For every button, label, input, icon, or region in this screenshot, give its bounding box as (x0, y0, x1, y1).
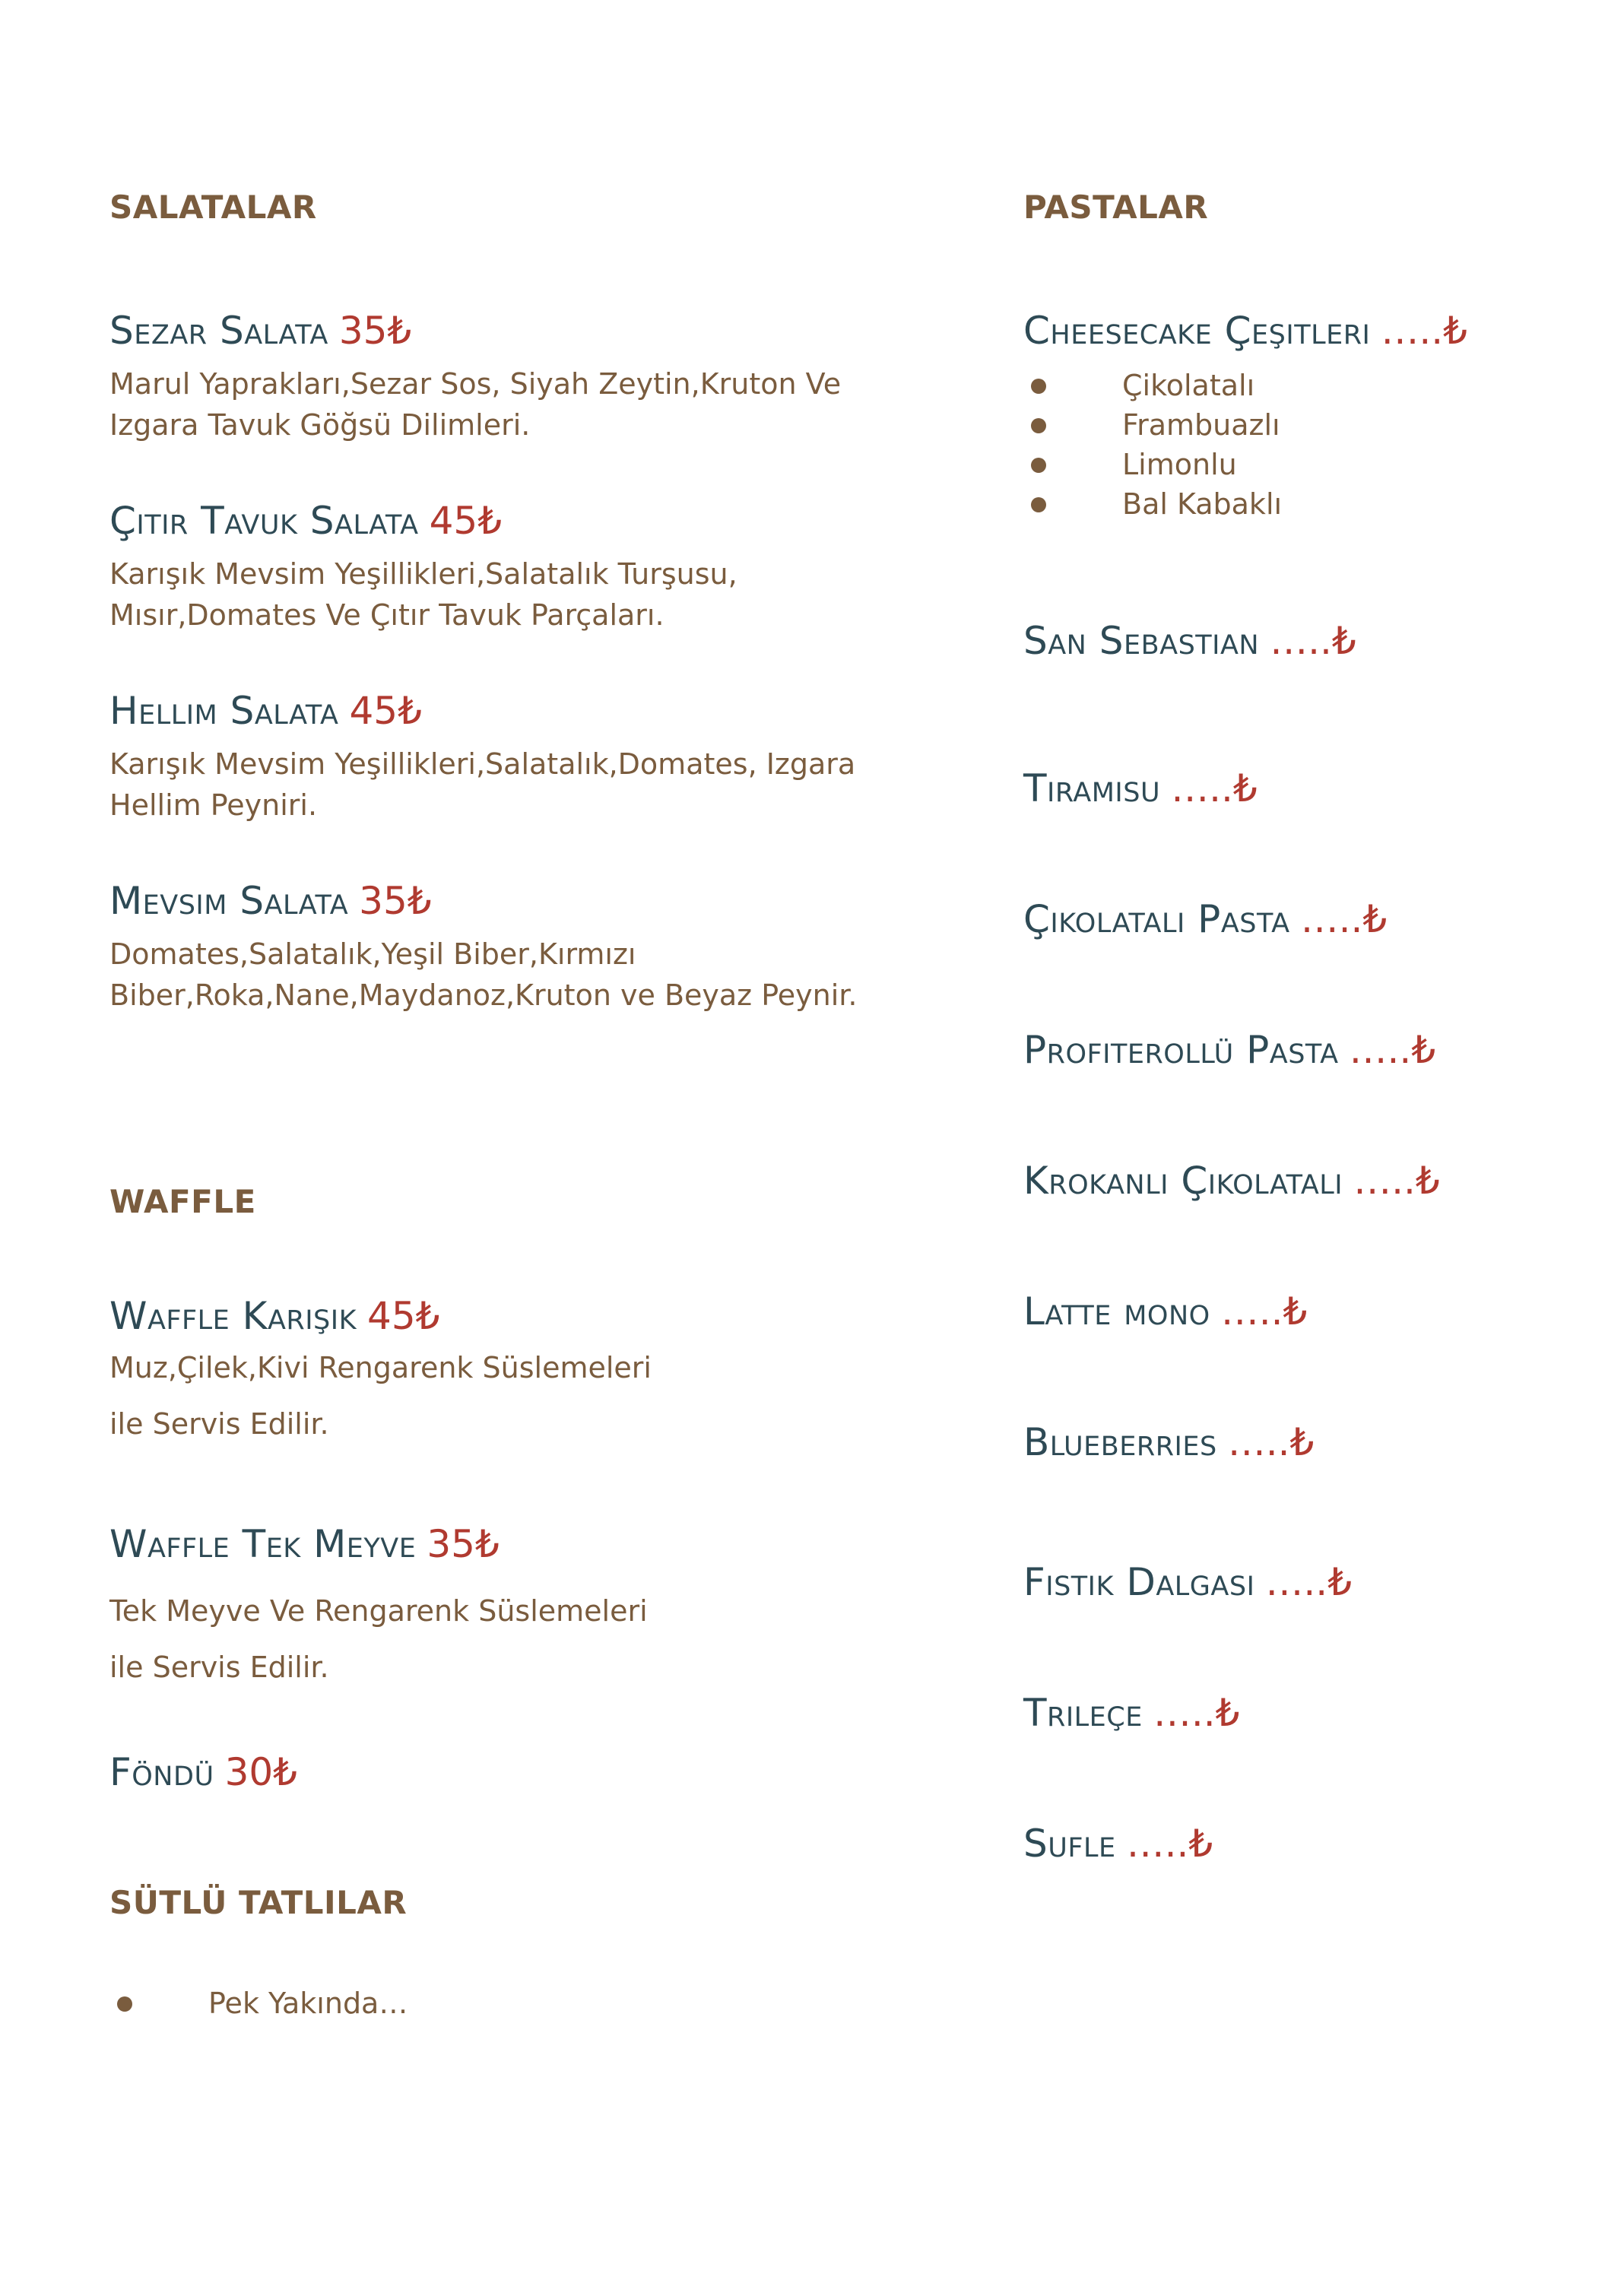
item-description-line: Biber,Roka,Nane,Maydanoz,Kruton ve Beyaz Peynir. (109, 978, 858, 1012)
item-description-line: Izgara Tavuk Göğsü Dilimleri. (109, 408, 531, 442)
item-price: …..₺ (1227, 1420, 1315, 1464)
flavor-label: Limonlu (1122, 448, 1237, 481)
item-price: 35₺ (359, 879, 432, 923)
item-name: Sezar Salata (109, 309, 328, 353)
item-name: Tiramisu (1023, 766, 1161, 810)
menu-item-fondu (109, 1750, 297, 1794)
menu-item-citir-tavuk-salata (109, 499, 502, 543)
item-price: …..₺ (1126, 1822, 1213, 1866)
item-description-line: Karışık Mevsim Yeşillikleri,Salatalık Turşusu, (109, 557, 737, 591)
item-price: 30₺ (224, 1750, 297, 1794)
item-price: …..₺ (1353, 1159, 1440, 1203)
bullet-dot-icon (1031, 379, 1046, 394)
item-price: …..₺ (1171, 766, 1258, 810)
section-title-sutlu-tatlilar: SÜTLÜ TATLILAR (109, 1884, 408, 1921)
item-price: …..₺ (1349, 1028, 1436, 1072)
item-name: Latte mono (1023, 1289, 1210, 1334)
item-name: San Sebastian (1023, 619, 1260, 663)
menu-item-sufle (1023, 1822, 1213, 1866)
menu-item-fistik-dalgasi (1023, 1560, 1352, 1604)
section-title-waffle: WAFFLE (109, 1183, 256, 1220)
item-name: Cheesecake Çeşitleri (1023, 309, 1371, 353)
section-title-pastalar: PASTALAR (1023, 189, 1209, 226)
bullet-dot-icon (1031, 497, 1046, 512)
item-description-line: Muz,Çilek,Kivi Rengarenk Süslemeleri (109, 1351, 652, 1384)
bullet-text: Pek Yakında… (208, 1987, 408, 2020)
menu-item-blueberries (1023, 1420, 1314, 1464)
menu-item-profiterollu-pasta (1023, 1028, 1435, 1072)
bullet-dot-icon (1031, 458, 1046, 473)
item-name: Trileçe (1023, 1691, 1143, 1735)
item-price: …..₺ (1265, 1560, 1353, 1604)
bullet-dot-icon (1031, 418, 1046, 433)
menu-item-san-sebastian (1023, 619, 1356, 663)
item-name: Hellim Salata (109, 689, 339, 733)
item-description-line: ile Servis Edilir. (109, 1407, 329, 1441)
flavor-label: Frambuazlı (1122, 408, 1280, 442)
menu-item-waffle-tek-meyve (109, 1522, 500, 1566)
item-price: 45₺ (349, 689, 422, 733)
item-description-line: Mısır,Domates Ve Çıtır Tavuk Parçaları. (109, 598, 665, 632)
item-price: 45₺ (429, 499, 503, 543)
item-description-line: Domates,Salatalık,Yeşil Biber,Kırmızı (109, 937, 636, 971)
menu-item-cheesecake (1023, 309, 1467, 353)
item-name: Föndü (109, 1750, 214, 1794)
item-name: Waffle Tek Meyve (109, 1522, 417, 1566)
item-price: …..₺ (1381, 309, 1467, 353)
section-title-salatalar: SALATALAR (109, 189, 317, 226)
item-price: …..₺ (1153, 1691, 1240, 1735)
item-price: 45₺ (367, 1294, 440, 1338)
item-price: 35₺ (427, 1522, 500, 1566)
menu-item-waffle-karisik (109, 1294, 439, 1338)
menu-item-tiramisu (1023, 766, 1258, 810)
item-name: Çikolatali Pasta (1023, 897, 1290, 941)
item-name: Fistik Dalgasi (1023, 1560, 1255, 1604)
item-description-line: Karışık Mevsim Yeşillikleri,Salatalık,Domates, Izgara (109, 747, 856, 781)
item-name: Waffle Karışık (109, 1294, 357, 1338)
item-price: …..₺ (1220, 1289, 1308, 1334)
item-name: Sufle (1023, 1822, 1116, 1866)
bullet-dot-icon (117, 1996, 132, 2012)
menu-item-krokanli-cikolatali (1023, 1159, 1440, 1203)
item-name: Profiterollü Pasta (1023, 1028, 1339, 1072)
menu-item-trilece (1023, 1691, 1239, 1735)
item-description-line: Tek Meyve Ve Rengarenk Süslemeleri (109, 1594, 648, 1628)
item-price: …..₺ (1300, 897, 1388, 941)
item-price: 35₺ (338, 309, 412, 353)
item-description-line: Marul Yaprakları,Sezar Sos, Siyah Zeytin,Kruton Ve (109, 367, 842, 401)
menu-item-latte-mono (1023, 1289, 1307, 1334)
item-description-line: Hellim Peyniri. (109, 788, 318, 822)
item-name: Krokanli Çikolatali (1023, 1159, 1343, 1203)
item-name: Mevsim Salata (109, 879, 349, 923)
item-name: Blueberries (1023, 1420, 1217, 1464)
menu-item-hellim-salata (109, 689, 422, 733)
item-description-line: ile Servis Edilir. (109, 1651, 329, 1684)
menu-item-mevsim-salata (109, 879, 432, 923)
item-name: Çıtır Tavuk Salata (109, 499, 419, 543)
menu-item-sezar-salata (109, 309, 411, 353)
flavor-label: Bal Kabaklı (1122, 487, 1283, 521)
menu-item-cikolatali-pasta (1023, 897, 1387, 941)
item-price: …..₺ (1270, 619, 1356, 663)
flavor-label: Çikolatalı (1122, 369, 1255, 402)
